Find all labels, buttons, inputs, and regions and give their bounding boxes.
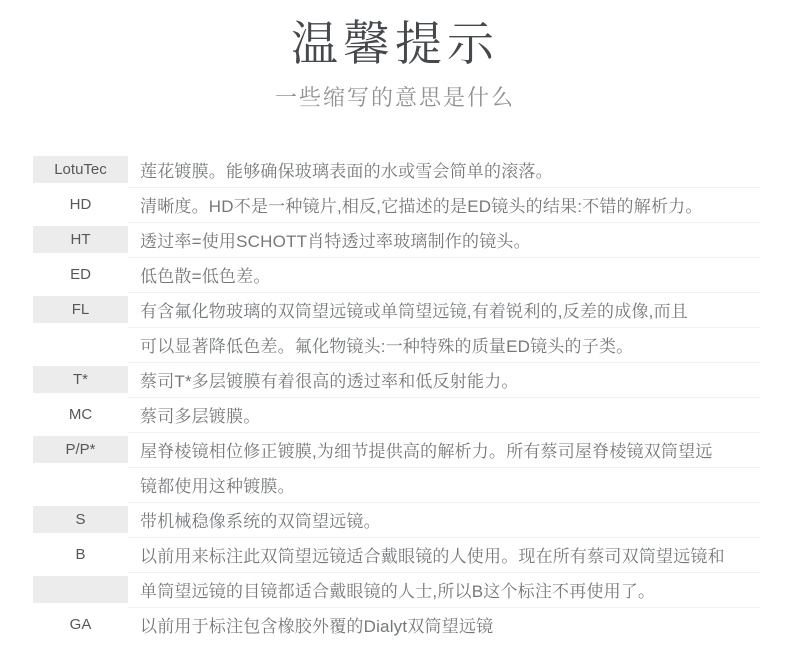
- definition-cell: 莲花镀膜。能够确保玻璃表面的水或雪会简单的滚落。: [140, 161, 553, 181]
- abbr-cell: P/P*: [33, 432, 128, 467]
- definition-cell: 清晰度。HD不是一种镜片,相反,它描述的是ED镜头的结果:不错的解析力。: [128, 187, 760, 222]
- abbr-cell: GA: [33, 607, 128, 642]
- definition-cell: 透过率=使用SCHOTT肖特透过率玻璃制作的镜头。: [128, 222, 760, 257]
- abbr-cell: [33, 572, 128, 607]
- abbr-cell: [33, 467, 128, 502]
- abbr-cell: MC: [33, 397, 128, 432]
- glossary-row: [33, 607, 760, 642]
- definition-cell: 带机械稳像系统的双筒望远镜。: [128, 502, 760, 537]
- glossary-row: [33, 432, 760, 467]
- glossary-row-continuation: [33, 327, 760, 362]
- page-subtitle: 一些缩写的意思是什么: [274, 85, 515, 111]
- abbr-cell: B: [33, 537, 128, 572]
- glossary-row: [33, 222, 760, 257]
- glossary-row: [33, 187, 760, 222]
- definition-cell: 蔡司T*多层镀膜有着很高的透过率和低反射能力。: [128, 362, 760, 397]
- abbr-cell: T*: [33, 362, 128, 397]
- abbr-cell: ED: [33, 257, 128, 292]
- glossary-row: [33, 502, 760, 537]
- abbr-cell: S: [33, 502, 128, 537]
- abbr-cell: LotuTec: [33, 152, 128, 187]
- definition-cell: 低色散=低色差。: [128, 257, 760, 292]
- glossary-row: [33, 292, 760, 327]
- page-title: 温馨提示: [291, 17, 499, 70]
- definition-cell: 可以显著降低色差。氟化物镜头:一种特殊的质量ED镜头的子类。: [128, 327, 760, 362]
- glossary-row: [33, 537, 760, 572]
- definition-cell: 有含氟化物玻璃的双筒望远镜或单筒望远镜,有着锐利的,反差的成像,而且: [128, 292, 760, 327]
- definition-cell: 单筒望远镜的目镜都适合戴眼镜的人士,所以B这个标注不再使用了。: [128, 572, 760, 607]
- definition-cell: 镜都使用这种镀膜。: [128, 467, 760, 502]
- glossary-row: [33, 257, 760, 292]
- glossary-row-continuation: [33, 572, 760, 607]
- glossary-row-continuation: [33, 467, 760, 502]
- glossary-row: [33, 152, 760, 187]
- abbr-cell: HT: [33, 222, 128, 257]
- abbr-cell: FL: [33, 292, 128, 327]
- definition-cell: 以前用于标注包含橡胶外覆的Dialyt双筒望远镜: [128, 607, 760, 642]
- definition-cell: 以前用来标注此双筒望远镜适合戴眼镜的人使用。现在所有蔡司双筒望远镜和: [128, 537, 760, 572]
- abbr-cell: HD: [33, 187, 128, 222]
- abbr-cell: [33, 327, 128, 362]
- definition-cell: 屋脊棱镜相位修正镀膜,为细节提供高的解析力。所有蔡司屋脊棱镜双筒望远: [128, 432, 760, 467]
- definition-cell: 蔡司多层镀膜。: [128, 397, 760, 432]
- abbreviation-glossary-table: [33, 152, 760, 642]
- glossary-row: [33, 397, 760, 432]
- glossary-row: [33, 362, 760, 397]
